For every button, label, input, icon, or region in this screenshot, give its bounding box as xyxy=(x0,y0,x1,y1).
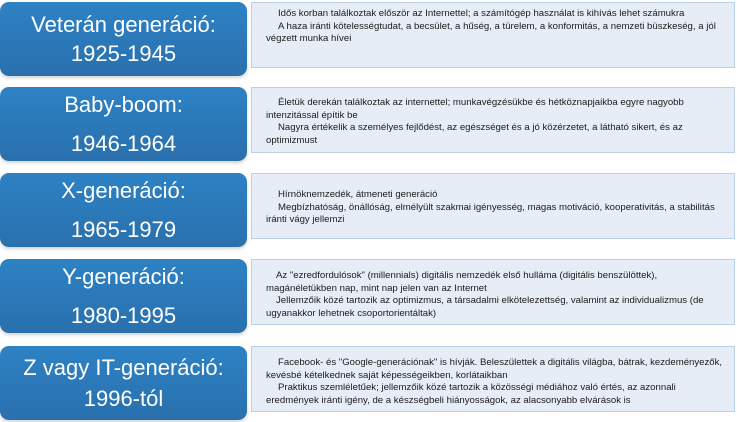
description-line: Idős korban találkoztak először az Internettel; a számítógép használat is kihívás lehet számukra xyxy=(278,8,685,19)
generation-row-y xyxy=(0,259,737,333)
generation-description-x xyxy=(251,173,735,239)
generation-description-z xyxy=(251,346,735,412)
generation-years: 1965-1979 xyxy=(70,217,177,242)
generation-card-veteran xyxy=(0,2,247,76)
generation-row-x xyxy=(0,173,737,247)
description-line: Jellemzőik közé tartozik az optimizmus, a társadalmi elkötelezettség, valamint az individualizmus (de ugyanakkor lehetnek csoportorientáltak) xyxy=(266,295,704,319)
generation-name: Baby-boom: xyxy=(64,92,183,117)
description-line: Hírnöknemzedék, átmeneti generáció xyxy=(278,189,438,200)
generation-description-y xyxy=(251,259,735,325)
generation-description-baby-boom xyxy=(251,87,735,153)
generation-years: 1946-1964 xyxy=(70,131,177,156)
generation-card-x xyxy=(0,173,247,247)
description-line: Megbízhatóság, önállóság, elmélyült szakmai igényesség, magas motiváció, kooperativitás, a stabilitás iránti vágy jellemzi xyxy=(266,201,715,226)
generation-name: Y-generáció: xyxy=(62,264,185,289)
generation-row-z xyxy=(0,346,737,420)
description-line: Facebook- és "Google-generációnak" is hívják. Beleszülettek a digitális világba, bátrak, kezdeményezők, kevésbé kételkednek saját képességeikben, korlátaikban xyxy=(266,357,723,381)
generation-years: 1996-tól xyxy=(83,386,164,411)
generation-years: 1980-1995 xyxy=(70,303,177,328)
description-line: Az "ezredfordulósok" (millennials) digitális nemzedék első hulláma (digitális benszülöttek), magánéletükben nap, mint nap jelen van az Internet xyxy=(266,270,658,294)
generation-row-baby-boom xyxy=(0,87,737,161)
generation-name: Z vagy IT-generáció: xyxy=(23,355,224,380)
description-line: Nagyra értékelik a személyes fejlődést, az egészséget és a jó közérzetet, a látható sikert, és az optimizmust xyxy=(266,122,683,146)
description-line: A haza iránti kötelességtudat, a becsület, a hűség, a türelem, a konformitás, a nemzeti büszkeség, a jól végzett munka hívei xyxy=(266,20,716,45)
description-line: Praktikus szemléletűek; jellemzőik közé tartozik a közösségi médiához való értés, az azonnali eredmények iránti igény, de a készségbeli hiányosságok, az alacsonyabb elvárások is xyxy=(266,382,676,406)
generation-row-veteran xyxy=(0,2,737,76)
description-line: Életük derekán találkoztak az internettel; munkavégzésükbe és hétköznapjaikba egyre nagyobb intenzitással építik be xyxy=(266,97,684,121)
generation-card-z xyxy=(0,346,247,420)
generation-card-y xyxy=(0,259,247,333)
generation-years: 1925-1945 xyxy=(70,41,177,66)
generation-name: Veterán generáció: xyxy=(31,12,216,37)
generation-card-baby-boom xyxy=(0,87,247,161)
generation-name: X-generáció: xyxy=(61,178,186,203)
generation-description-veteran xyxy=(251,2,735,68)
